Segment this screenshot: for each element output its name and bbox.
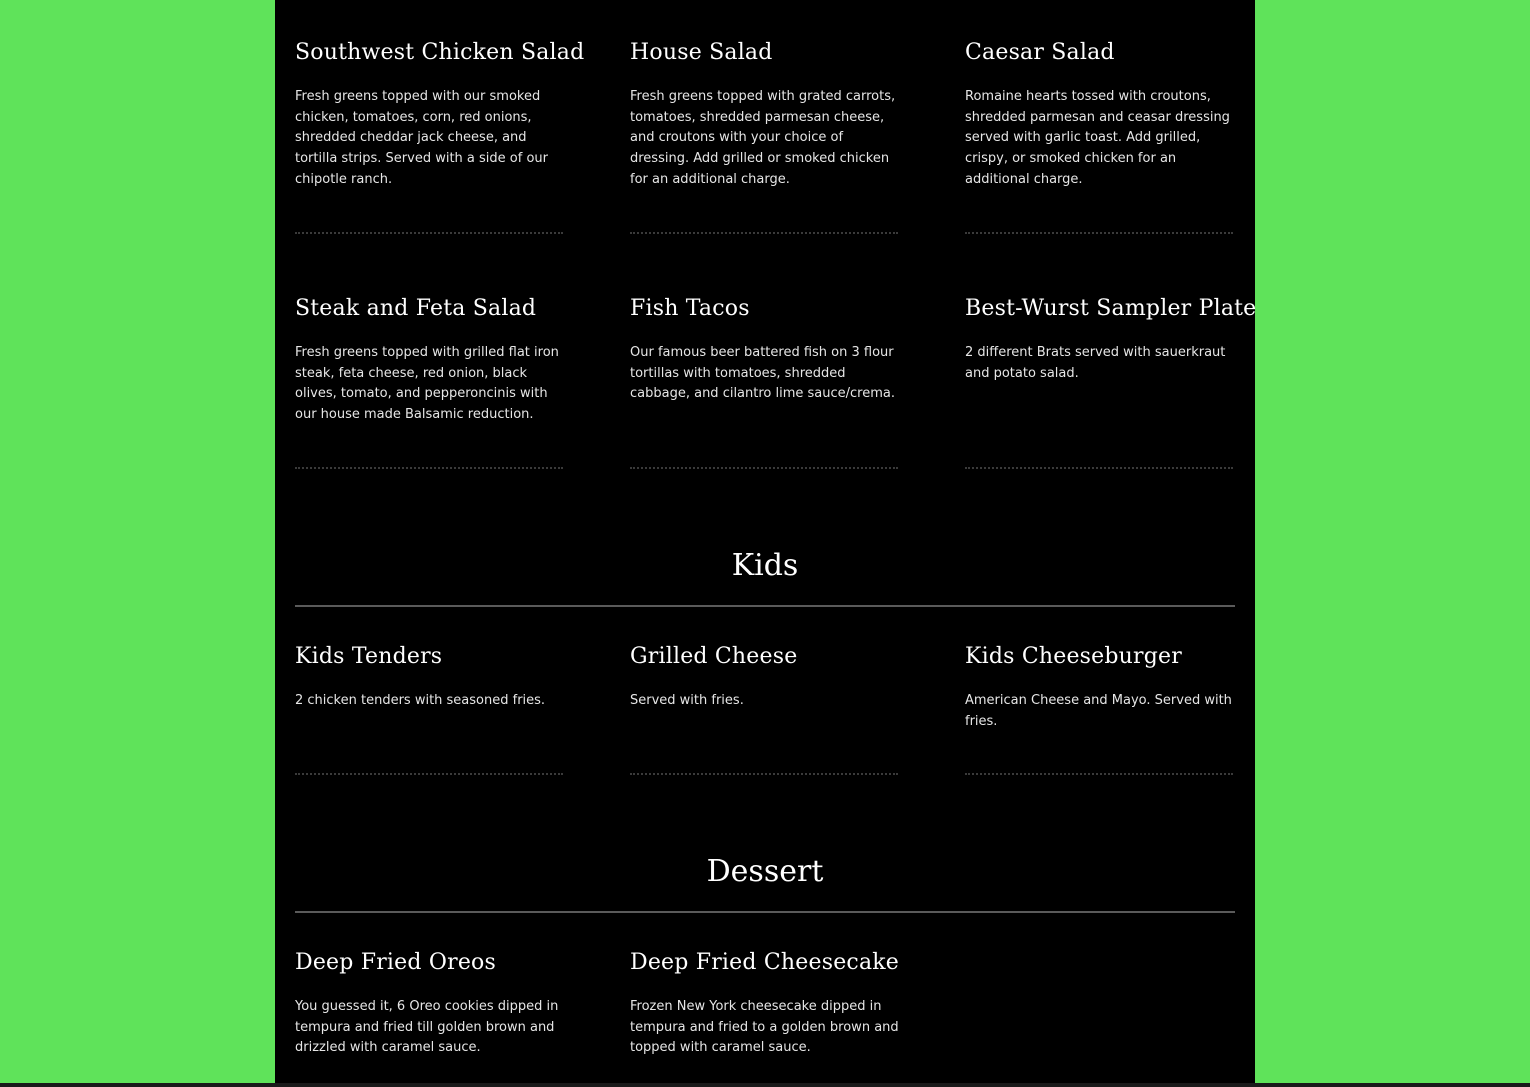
item-description: Served with fries. <box>630 693 744 708</box>
item-title: Kids Cheeseburger <box>965 644 1182 669</box>
dotted-divider <box>630 773 898 775</box>
dotted-divider <box>295 232 563 234</box>
item-description: Our famous beer battered fish on 3 flour tortillas with tomatoes, shredded cabbage, and cilantro lime sauce/crema. <box>630 345 895 402</box>
dotted-divider <box>965 232 1233 234</box>
item-description: 2 chicken tenders with seasoned fries. <box>295 693 546 708</box>
item-description: You guessed it, 6 Oreo cookies dipped in tempura and fried till golden brown and drizzled with caramel sauce. <box>295 999 559 1056</box>
menu-row <box>295 295 1257 426</box>
item-title: Deep Fried Oreos <box>295 950 496 975</box>
dotted-divider <box>295 773 563 775</box>
item-title: Best-Wurst Sampler Plate <box>965 296 1257 321</box>
dotted-divider <box>630 232 898 234</box>
menu-item-kids-cheeseburger <box>965 643 1235 732</box>
menu-row <box>295 39 1235 191</box>
section-rule <box>295 605 1235 607</box>
menu-item-kids-tenders <box>295 643 565 732</box>
dotted-divider <box>965 773 1233 775</box>
item-title: Caesar Salad <box>965 40 1115 65</box>
item-description: Fresh greens topped with grated carrots, tomatoes, shredded parmesan cheese, and croutons with your choice of dressing. Add grilled or smoked chicken for an additional charge. <box>630 89 896 187</box>
menu-item-grilled-cheese <box>630 643 900 732</box>
section-title-kids: Kids <box>731 548 799 583</box>
item-title: Fish Tacos <box>630 296 750 321</box>
item-title: Southwest Chicken Salad <box>295 40 585 65</box>
page-bottom-edge <box>0 1083 1530 1087</box>
menu-panel <box>275 0 1255 1087</box>
menu-item-house-salad <box>630 39 900 191</box>
section-title-dessert: Dessert <box>706 854 824 889</box>
item-description: Fresh greens topped with our smoked chicken, tomatoes, corn, red onions, shredded cheddar jack cheese, and tortilla strips. Served with a side of our chipotle ranch. <box>295 89 548 187</box>
item-title: Steak and Feta Salad <box>295 296 537 321</box>
dotted-divider <box>965 467 1233 469</box>
item-title: Grilled Cheese <box>630 644 798 669</box>
item-title: House Salad <box>630 40 773 65</box>
item-description: Fresh greens topped with grilled flat iron steak, feta cheese, red onion, black olives, tomato, and pepperoncinis with our house made Balsamic reduction. <box>295 345 559 423</box>
menu-item-steak-and-feta-salad <box>295 295 565 426</box>
menu-item-fish-tacos <box>630 295 900 426</box>
dotted-divider <box>630 467 898 469</box>
menu-row <box>295 643 1235 732</box>
menu-item-caesar-salad <box>965 39 1235 191</box>
menu-item-deep-fried-cheesecake <box>630 949 900 1059</box>
menu-item-best-wurst-sampler-plate <box>965 295 1257 426</box>
item-description: 2 different Brats served with sauerkraut and potato salad. <box>965 345 1226 381</box>
menu-row <box>295 949 1235 1059</box>
section-rule <box>295 911 1235 913</box>
item-description: Romaine hearts tossed with croutons, shredded parmesan and ceasar dressing served with garlic toast. Add grilled, crispy, or smoked chicken for an additional charge. <box>965 89 1230 187</box>
item-description: Frozen New York cheesecake dipped in tempura and fried to a golden brown and topped with caramel sauce. <box>630 999 899 1056</box>
item-description: American Cheese and Mayo. Served with fries. <box>965 693 1232 729</box>
item-title: Kids Tenders <box>295 644 443 669</box>
menu-item-southwest-chicken-salad <box>295 39 585 191</box>
menu-item-deep-fried-oreos <box>295 949 565 1059</box>
item-title: Deep Fried Cheesecake <box>630 950 900 975</box>
dotted-divider <box>295 467 563 469</box>
